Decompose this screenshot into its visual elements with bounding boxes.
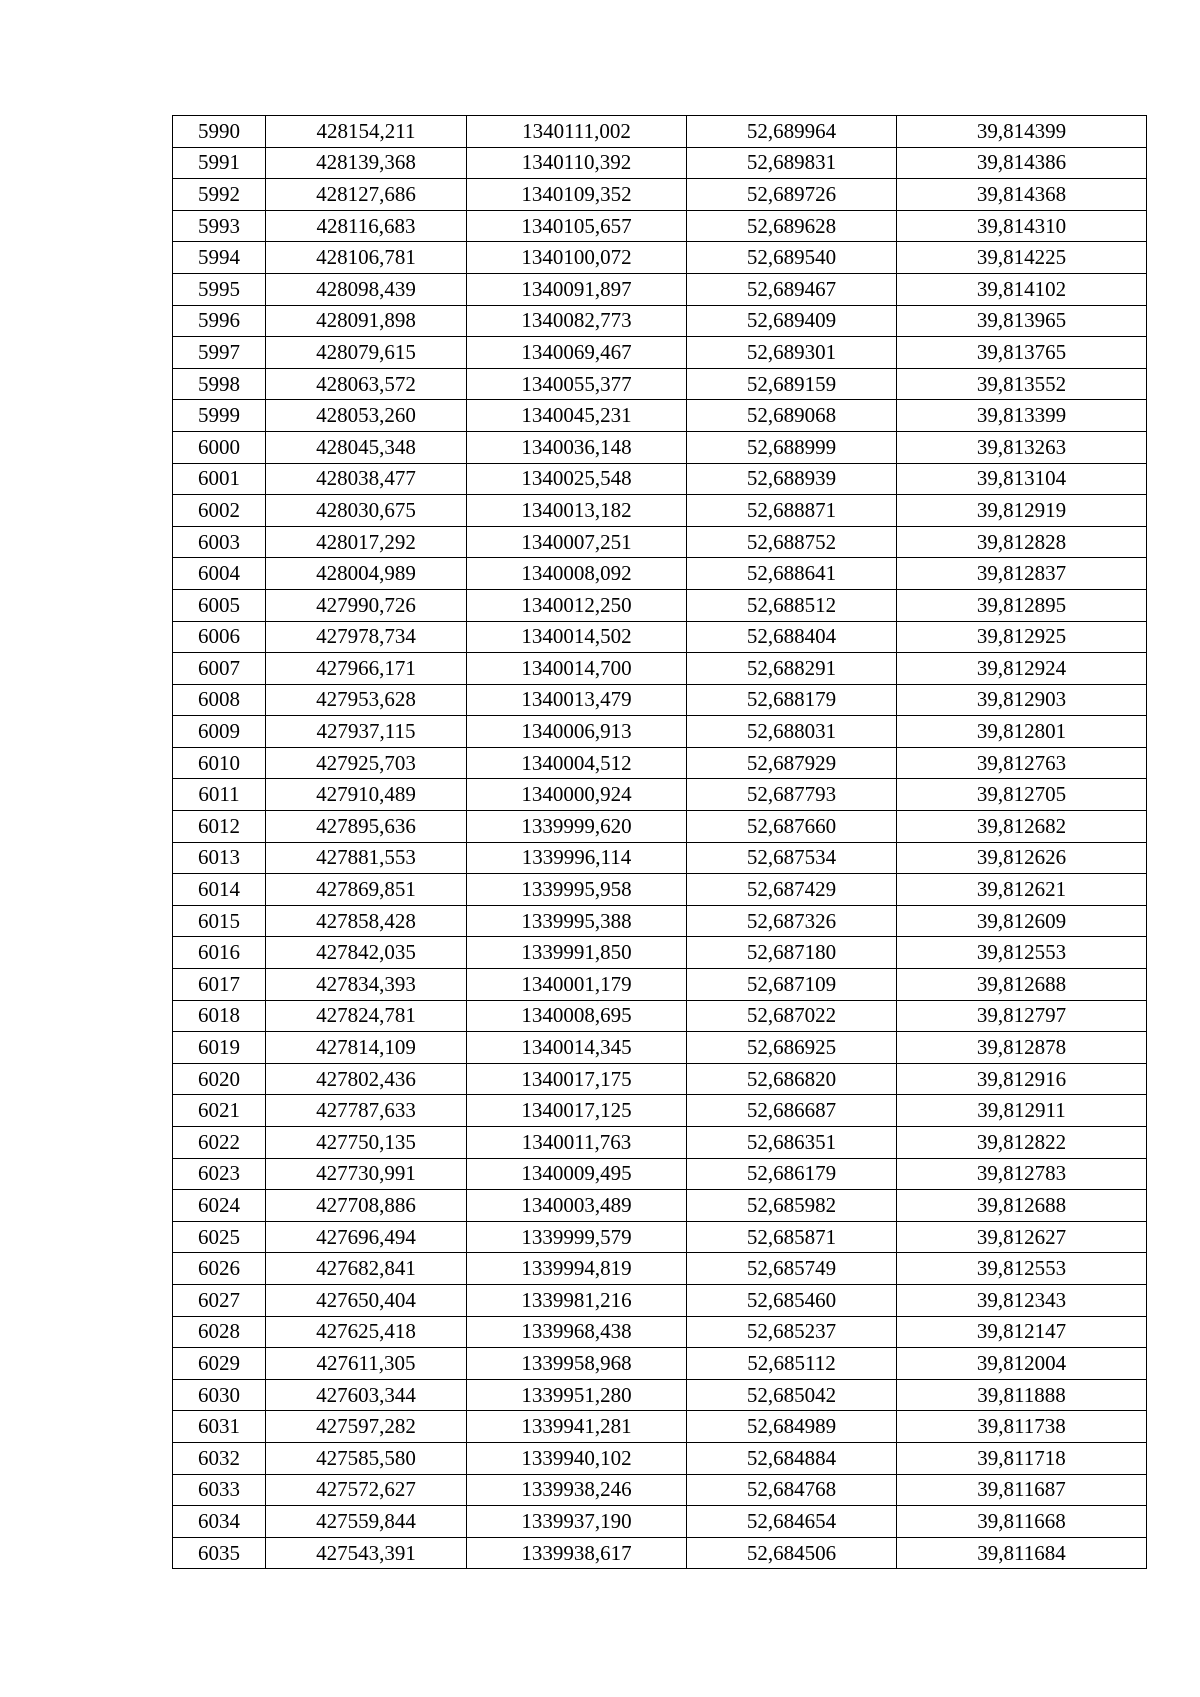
y-coordinate-cell: 1340091,897 [467,273,687,305]
point-number-cell: 6024 [173,1190,266,1222]
point-number-cell: 6020 [173,1063,266,1095]
y-coordinate-cell: 1340012,250 [467,589,687,621]
y-coordinate-cell: 1340007,251 [467,526,687,558]
x-coordinate-cell: 427881,553 [266,842,467,874]
x-coordinate-cell: 427603,344 [266,1379,467,1411]
latitude-cell: 52,689159 [687,368,897,400]
y-coordinate-cell: 1340006,913 [467,716,687,748]
table-row [173,621,1147,653]
longitude-cell: 39,812895 [897,589,1147,621]
latitude-cell: 52,684884 [687,1442,897,1474]
y-coordinate-cell: 1339938,617 [467,1537,687,1569]
longitude-cell: 39,812911 [897,1095,1147,1127]
latitude-cell: 52,688031 [687,716,897,748]
point-number-cell: 6016 [173,937,266,969]
table-row [173,526,1147,558]
point-number-cell: 6028 [173,1316,266,1348]
latitude-cell: 52,689467 [687,273,897,305]
longitude-cell: 39,814386 [897,147,1147,179]
point-number-cell: 6018 [173,1000,266,1032]
table-row [173,589,1147,621]
x-coordinate-cell: 427925,703 [266,747,467,779]
x-coordinate-cell: 428106,781 [266,242,467,274]
longitude-cell: 39,812627 [897,1221,1147,1253]
y-coordinate-cell: 1340008,695 [467,1000,687,1032]
latitude-cell: 52,685237 [687,1316,897,1348]
y-coordinate-cell: 1339995,958 [467,874,687,906]
table-row [173,1253,1147,1285]
longitude-cell: 39,812688 [897,969,1147,1001]
point-number-cell: 6008 [173,684,266,716]
latitude-cell: 52,688752 [687,526,897,558]
x-coordinate-cell: 428045,348 [266,431,467,463]
x-coordinate-cell: 427814,109 [266,1032,467,1064]
latitude-cell: 52,686687 [687,1095,897,1127]
table-row [173,400,1147,432]
latitude-cell: 52,687109 [687,969,897,1001]
latitude-cell: 52,689628 [687,210,897,242]
y-coordinate-cell: 1340017,175 [467,1063,687,1095]
point-number-cell: 5994 [173,242,266,274]
point-number-cell: 5995 [173,273,266,305]
latitude-cell: 52,688999 [687,431,897,463]
x-coordinate-cell: 428091,898 [266,305,467,337]
point-number-cell: 6026 [173,1253,266,1285]
x-coordinate-cell: 427559,844 [266,1506,467,1538]
table-row [173,905,1147,937]
point-number-cell: 5999 [173,400,266,432]
table-row [173,1442,1147,1474]
latitude-cell: 52,689964 [687,116,897,148]
latitude-cell: 52,684989 [687,1411,897,1443]
longitude-cell: 39,813263 [897,431,1147,463]
x-coordinate-cell: 428079,615 [266,337,467,369]
table-row [173,242,1147,274]
table-row [173,210,1147,242]
table-row [173,1190,1147,1222]
longitude-cell: 39,812919 [897,495,1147,527]
table-row [173,558,1147,590]
y-coordinate-cell: 1339994,819 [467,1253,687,1285]
x-coordinate-cell: 427597,282 [266,1411,467,1443]
y-coordinate-cell: 1340069,467 [467,337,687,369]
y-coordinate-cell: 1339968,438 [467,1316,687,1348]
longitude-cell: 39,811687 [897,1474,1147,1506]
point-number-cell: 5993 [173,210,266,242]
point-number-cell: 6013 [173,842,266,874]
latitude-cell: 52,687022 [687,1000,897,1032]
y-coordinate-cell: 1340111,002 [467,116,687,148]
latitude-cell: 52,684506 [687,1537,897,1569]
longitude-cell: 39,812343 [897,1284,1147,1316]
longitude-cell: 39,811718 [897,1442,1147,1474]
longitude-cell: 39,812916 [897,1063,1147,1095]
longitude-cell: 39,812553 [897,937,1147,969]
latitude-cell: 52,687429 [687,874,897,906]
x-coordinate-cell: 427585,580 [266,1442,467,1474]
point-number-cell: 6035 [173,1537,266,1569]
latitude-cell: 52,685460 [687,1284,897,1316]
y-coordinate-cell: 1340036,148 [467,431,687,463]
y-coordinate-cell: 1339981,216 [467,1284,687,1316]
x-coordinate-cell: 427978,734 [266,621,467,653]
point-number-cell: 6014 [173,874,266,906]
latitude-cell: 52,685982 [687,1190,897,1222]
table-row [173,1284,1147,1316]
y-coordinate-cell: 1340011,763 [467,1127,687,1159]
y-coordinate-cell: 1340082,773 [467,305,687,337]
y-coordinate-cell: 1340110,392 [467,147,687,179]
table-row [173,937,1147,969]
point-number-cell: 6032 [173,1442,266,1474]
latitude-cell: 52,688512 [687,589,897,621]
longitude-cell: 39,812626 [897,842,1147,874]
point-number-cell: 6029 [173,1348,266,1380]
latitude-cell: 52,689068 [687,400,897,432]
point-number-cell: 6023 [173,1158,266,1190]
table-row [173,969,1147,1001]
longitude-cell: 39,813552 [897,368,1147,400]
point-number-cell: 5996 [173,305,266,337]
point-number-cell: 6006 [173,621,266,653]
point-number-cell: 6003 [173,526,266,558]
x-coordinate-cell: 427990,726 [266,589,467,621]
point-number-cell: 6025 [173,1221,266,1253]
y-coordinate-cell: 1340013,479 [467,684,687,716]
longitude-cell: 39,812903 [897,684,1147,716]
table-row [173,431,1147,463]
longitude-cell: 39,813765 [897,337,1147,369]
y-coordinate-cell: 1340000,924 [467,779,687,811]
latitude-cell: 52,687180 [687,937,897,969]
longitude-cell: 39,812924 [897,653,1147,685]
latitude-cell: 52,687326 [687,905,897,937]
table-row [173,1221,1147,1253]
point-number-cell: 5997 [173,337,266,369]
x-coordinate-cell: 427750,135 [266,1127,467,1159]
y-coordinate-cell: 1339999,579 [467,1221,687,1253]
y-coordinate-cell: 1339938,246 [467,1474,687,1506]
x-coordinate-cell: 427842,035 [266,937,467,969]
point-number-cell: 6007 [173,653,266,685]
longitude-cell: 39,813965 [897,305,1147,337]
x-coordinate-cell: 427611,305 [266,1348,467,1380]
x-coordinate-cell: 427730,991 [266,1158,467,1190]
x-coordinate-cell: 428116,683 [266,210,467,242]
longitude-cell: 39,812621 [897,874,1147,906]
y-coordinate-cell: 1340003,489 [467,1190,687,1222]
point-number-cell: 6011 [173,779,266,811]
x-coordinate-cell: 427708,886 [266,1190,467,1222]
latitude-cell: 52,686351 [687,1127,897,1159]
x-coordinate-cell: 427937,115 [266,716,467,748]
point-number-cell: 6033 [173,1474,266,1506]
x-coordinate-cell: 427572,627 [266,1474,467,1506]
x-coordinate-cell: 427625,418 [266,1316,467,1348]
table-row [173,305,1147,337]
point-number-cell: 5990 [173,116,266,148]
point-number-cell: 5998 [173,368,266,400]
x-coordinate-cell: 428017,292 [266,526,467,558]
latitude-cell: 52,688939 [687,463,897,495]
point-number-cell: 6001 [173,463,266,495]
point-number-cell: 6002 [173,495,266,527]
latitude-cell: 52,684768 [687,1474,897,1506]
x-coordinate-cell: 428063,572 [266,368,467,400]
point-number-cell: 6021 [173,1095,266,1127]
longitude-cell: 39,812705 [897,779,1147,811]
y-coordinate-cell: 1339937,190 [467,1506,687,1538]
table-row [173,1379,1147,1411]
latitude-cell: 52,689540 [687,242,897,274]
latitude-cell: 52,689726 [687,179,897,211]
table-row [173,337,1147,369]
longitude-cell: 39,813399 [897,400,1147,432]
table-row [173,495,1147,527]
longitude-cell: 39,814399 [897,116,1147,148]
y-coordinate-cell: 1340004,512 [467,747,687,779]
point-number-cell: 6017 [173,969,266,1001]
x-coordinate-cell: 428139,368 [266,147,467,179]
latitude-cell: 52,689831 [687,147,897,179]
longitude-cell: 39,812925 [897,621,1147,653]
longitude-cell: 39,811738 [897,1411,1147,1443]
latitude-cell: 52,689409 [687,305,897,337]
latitude-cell: 52,686925 [687,1032,897,1064]
coordinates-table [172,115,1147,1569]
longitude-cell: 39,812801 [897,716,1147,748]
x-coordinate-cell: 427650,404 [266,1284,467,1316]
table-row [173,874,1147,906]
longitude-cell: 39,814368 [897,179,1147,211]
table-row [173,1316,1147,1348]
longitude-cell: 39,812609 [897,905,1147,937]
y-coordinate-cell: 1339999,620 [467,811,687,843]
latitude-cell: 52,686179 [687,1158,897,1190]
y-coordinate-cell: 1340100,072 [467,242,687,274]
point-number-cell: 6019 [173,1032,266,1064]
x-coordinate-cell: 427696,494 [266,1221,467,1253]
table-row [173,1348,1147,1380]
y-coordinate-cell: 1340105,657 [467,210,687,242]
table-row [173,747,1147,779]
y-coordinate-cell: 1340045,231 [467,400,687,432]
latitude-cell: 52,686820 [687,1063,897,1095]
coordinates-table-body [173,116,1147,1569]
table-row [173,147,1147,179]
x-coordinate-cell: 428004,989 [266,558,467,590]
latitude-cell: 52,684654 [687,1506,897,1538]
longitude-cell: 39,812763 [897,747,1147,779]
longitude-cell: 39,811888 [897,1379,1147,1411]
x-coordinate-cell: 427966,171 [266,653,467,685]
table-row [173,1063,1147,1095]
y-coordinate-cell: 1339951,280 [467,1379,687,1411]
x-coordinate-cell: 428127,686 [266,179,467,211]
table-row [173,179,1147,211]
point-number-cell: 6012 [173,811,266,843]
point-number-cell: 6009 [173,716,266,748]
y-coordinate-cell: 1339941,281 [467,1411,687,1443]
y-coordinate-cell: 1340017,125 [467,1095,687,1127]
table-row [173,1127,1147,1159]
latitude-cell: 52,689301 [687,337,897,369]
latitude-cell: 52,688179 [687,684,897,716]
x-coordinate-cell: 427895,636 [266,811,467,843]
x-coordinate-cell: 428053,260 [266,400,467,432]
latitude-cell: 52,688641 [687,558,897,590]
longitude-cell: 39,812878 [897,1032,1147,1064]
latitude-cell: 52,688291 [687,653,897,685]
longitude-cell: 39,812783 [897,1158,1147,1190]
point-number-cell: 5991 [173,147,266,179]
point-number-cell: 6027 [173,1284,266,1316]
x-coordinate-cell: 427682,841 [266,1253,467,1285]
table-row [173,1411,1147,1443]
point-number-cell: 5992 [173,179,266,211]
x-coordinate-cell: 427543,391 [266,1537,467,1569]
point-number-cell: 6004 [173,558,266,590]
table-row [173,716,1147,748]
longitude-cell: 39,811684 [897,1537,1147,1569]
longitude-cell: 39,814310 [897,210,1147,242]
point-number-cell: 6031 [173,1411,266,1443]
point-number-cell: 6034 [173,1506,266,1538]
table-row [173,1158,1147,1190]
longitude-cell: 39,812682 [897,811,1147,843]
table-row [173,1537,1147,1569]
y-coordinate-cell: 1340055,377 [467,368,687,400]
y-coordinate-cell: 1339958,968 [467,1348,687,1380]
latitude-cell: 52,687660 [687,811,897,843]
x-coordinate-cell: 427802,436 [266,1063,467,1095]
table-row [173,463,1147,495]
latitude-cell: 52,687793 [687,779,897,811]
table-row [173,368,1147,400]
point-number-cell: 6000 [173,431,266,463]
longitude-cell: 39,814225 [897,242,1147,274]
latitude-cell: 52,685112 [687,1348,897,1380]
longitude-cell: 39,812797 [897,1000,1147,1032]
y-coordinate-cell: 1340025,548 [467,463,687,495]
point-number-cell: 6015 [173,905,266,937]
longitude-cell: 39,812688 [897,1190,1147,1222]
table-row [173,1032,1147,1064]
latitude-cell: 52,687534 [687,842,897,874]
x-coordinate-cell: 427787,633 [266,1095,467,1127]
latitude-cell: 52,685749 [687,1253,897,1285]
longitude-cell: 39,812828 [897,526,1147,558]
y-coordinate-cell: 1340109,352 [467,179,687,211]
point-number-cell: 6010 [173,747,266,779]
y-coordinate-cell: 1339991,850 [467,937,687,969]
table-row [173,779,1147,811]
longitude-cell: 39,811668 [897,1506,1147,1538]
y-coordinate-cell: 1340008,092 [467,558,687,590]
y-coordinate-cell: 1339996,114 [467,842,687,874]
table-row [173,653,1147,685]
table-row [173,1000,1147,1032]
x-coordinate-cell: 427858,428 [266,905,467,937]
longitude-cell: 39,812004 [897,1348,1147,1380]
y-coordinate-cell: 1340009,495 [467,1158,687,1190]
table-row [173,1095,1147,1127]
x-coordinate-cell: 428098,439 [266,273,467,305]
table-row [173,273,1147,305]
longitude-cell: 39,813104 [897,463,1147,495]
y-coordinate-cell: 1340014,700 [467,653,687,685]
longitude-cell: 39,812822 [897,1127,1147,1159]
table-row [173,684,1147,716]
y-coordinate-cell: 1340014,345 [467,1032,687,1064]
x-coordinate-cell: 428030,675 [266,495,467,527]
latitude-cell: 52,685042 [687,1379,897,1411]
x-coordinate-cell: 427910,489 [266,779,467,811]
x-coordinate-cell: 427834,393 [266,969,467,1001]
latitude-cell: 52,687929 [687,747,897,779]
x-coordinate-cell: 428038,477 [266,463,467,495]
point-number-cell: 6022 [173,1127,266,1159]
table-row [173,1474,1147,1506]
y-coordinate-cell: 1340014,502 [467,621,687,653]
table-row [173,842,1147,874]
y-coordinate-cell: 1339940,102 [467,1442,687,1474]
point-number-cell: 6005 [173,589,266,621]
longitude-cell: 39,814102 [897,273,1147,305]
y-coordinate-cell: 1339995,388 [467,905,687,937]
table-row [173,1506,1147,1538]
latitude-cell: 52,688871 [687,495,897,527]
x-coordinate-cell: 428154,211 [266,116,467,148]
table-row [173,811,1147,843]
longitude-cell: 39,812837 [897,558,1147,590]
y-coordinate-cell: 1340001,179 [467,969,687,1001]
point-number-cell: 6030 [173,1379,266,1411]
table-row [173,116,1147,148]
x-coordinate-cell: 427824,781 [266,1000,467,1032]
y-coordinate-cell: 1340013,182 [467,495,687,527]
longitude-cell: 39,812553 [897,1253,1147,1285]
latitude-cell: 52,688404 [687,621,897,653]
latitude-cell: 52,685871 [687,1221,897,1253]
x-coordinate-cell: 427953,628 [266,684,467,716]
longitude-cell: 39,812147 [897,1316,1147,1348]
x-coordinate-cell: 427869,851 [266,874,467,906]
